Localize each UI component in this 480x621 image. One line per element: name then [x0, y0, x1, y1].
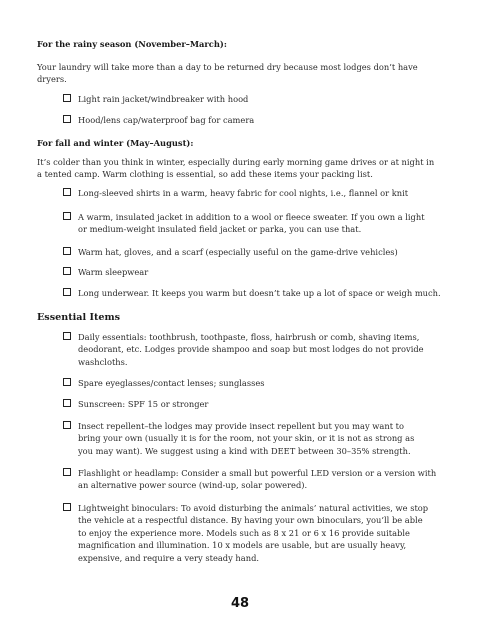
checklist-item-text: A warm, insulated jacket in addition to a wool or fleece sweater. If you own a light or medium-weight insulated field jacket or parka, you can use that.	[78, 212, 425, 235]
checkbox-icon	[63, 212, 71, 220]
checklist-item	[63, 287, 448, 299]
checklist-item-text: Warm hat, gloves, and a scarf (especially useful on the game-drive vehicles)	[78, 247, 398, 257]
rainy-season-intro: Your laundry will take more than a day to be returned dry because most lodges don’t have dryers.	[37, 62, 418, 85]
checklist-item-text: Daily essentials: toothbrush, toothpaste, floss, hairbrush or comb, shaving items, deodorant, etc. Lodges provide shampoo and soap but most lodges do not provide washcloths.	[78, 332, 424, 367]
checklist-item-text: Hood/lens cap/waterproof bag for camera	[78, 115, 255, 125]
checklist-item	[63, 377, 448, 389]
checklist-item	[63, 114, 448, 126]
checklist-item-text: Flashlight or headlamp: Consider a small but powerful LED version or a version with an alternative power source (wind-up, solar powered).	[78, 468, 437, 491]
checkbox-icon	[63, 188, 71, 196]
checklist-item	[63, 246, 448, 258]
checklist-item-text: Light rain jacket/windbreaker with hood	[78, 94, 249, 104]
checklist-item-text: Sunscreen: SPF 15 or stronger	[78, 399, 209, 409]
page-number: 48	[230, 596, 250, 611]
checkbox-icon	[63, 332, 71, 340]
checkbox-icon	[63, 378, 71, 386]
checklist-item	[63, 331, 430, 368]
checklist-item	[63, 398, 448, 410]
winter-intro: It’s colder than you think in winter, especially during early morning game drives or at night in a tented camp. Warm clothing is essential, so add these items your packing list.	[37, 157, 435, 180]
rainy-season-heading: For the rainy season (November–March):	[37, 39, 227, 49]
essential-items-heading: Essential Items	[37, 312, 121, 323]
checklist-item	[63, 211, 433, 236]
checkbox-icon	[63, 288, 71, 296]
checklist-item	[63, 266, 448, 278]
checklist-item	[63, 93, 448, 105]
checklist-item-text: Spare eyeglasses/contact lenses; sunglasses	[78, 378, 265, 388]
checklist-item	[63, 420, 428, 457]
checkbox-icon	[63, 115, 71, 123]
checklist-item-text: Long underwear. It keeps you warm but doesn’t take up a lot of space or weigh much.	[78, 288, 441, 298]
checklist-item	[63, 502, 433, 564]
checklist-item-text: Insect repellent–the lodges may provide insect repellent but you may want to bring your own (usually it is for the room, not your skin, or it is not as strong as you may want). We suggest using a kind with DEET between 30–35% strength.	[78, 421, 415, 456]
checkbox-icon	[63, 399, 71, 407]
checkbox-icon	[63, 503, 71, 511]
checklist-item-text: Warm sleepwear	[78, 267, 149, 277]
checkbox-icon	[63, 267, 71, 275]
checklist-item-text: Long-sleeved shirts in a warm, heavy fabric for cool nights, i.e., flannel or knit	[78, 188, 409, 198]
checkbox-icon	[63, 421, 71, 429]
checkbox-icon	[63, 247, 71, 255]
checklist-item	[63, 187, 448, 199]
checkbox-icon	[63, 94, 71, 102]
checklist-item-text: Lightweight binoculars: To avoid disturbing the animals’ natural activities, we stop the vehicle at a respectful distance. By having your own binoculars, you’ll be able to enjoy the experience more. Models such as 8 x 21 or 6 x 16 provide suitable magnification and illumination. 10 x models are usable, but are usually heavy, expensive, and require a very steady hand.	[78, 503, 429, 563]
winter-heading: For fall and winter (May–August):	[37, 138, 194, 148]
checklist-item	[63, 467, 438, 492]
checkbox-icon	[63, 468, 71, 476]
